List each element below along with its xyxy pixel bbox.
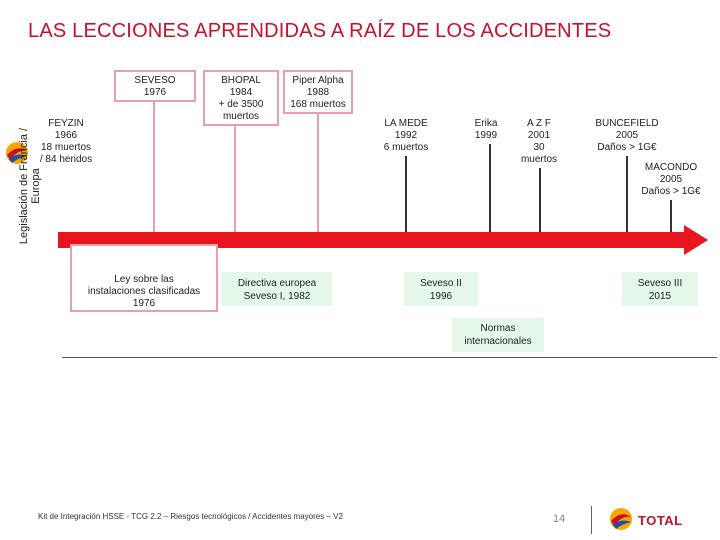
legislation-year: 2015 [648,291,672,302]
accident-name: MACONDO [644,162,698,173]
legislation-title: Directiva europea [237,278,317,289]
accident-name: BUNCEFIELD [595,118,659,129]
legislation-subtitle: internacionales [464,336,532,347]
legislation-directiva [222,272,332,306]
accident-victims-unit: muertos [222,111,260,122]
footer-text: Kit de Integración HSSE - TCG 2.2 – Riesgos tecnológicos / Accidentes mayores – V2 [38,512,343,521]
legislation-title: Seveso II [420,278,462,289]
accident-damage: Daños > 1G€ [597,142,657,153]
accident-year: 1976 [143,87,167,98]
accident-bhopal [203,70,279,126]
legislation-seveso-ii [404,272,478,306]
divider-line [62,357,717,358]
accident-seveso [114,70,196,102]
accident-name: A Z F [527,118,551,129]
legislation-title: Normas [480,323,516,334]
accident-name: LA MEDE [384,118,428,129]
accident-damage: Daños > 1G€ [641,186,701,197]
accident-year: 1999 [474,130,498,141]
legislation-year: Seveso I, 1982 [243,291,311,302]
legislation-title: Seveso III [637,278,683,289]
legislation-year: 1976 [132,298,156,309]
total-logo-icon [608,506,634,532]
piper-connector [317,114,319,242]
accident-name: BHOPAL [221,75,261,86]
accident-victims: 6 muertos [383,142,429,153]
accident-injured: / 84 heridos [39,154,93,165]
accident-victims: 168 muertos [290,99,346,110]
legislation-side-label: Legislación de Francia / Europa [18,127,42,245]
accident-victims: 18 muertos [40,142,92,153]
page-number: 14 [553,513,566,525]
azf-connector [539,168,541,242]
accident-piper-alpha [283,70,353,114]
legislation-seveso-iii [622,272,698,306]
erika-connector [489,144,491,242]
accident-buncefield [590,118,664,154]
accident-year: 1984 [229,87,253,98]
accident-year: 2005 [659,174,683,185]
accident-name: Piper Alpha [292,75,344,86]
buncefield-connector [626,156,628,242]
accident-name: SEVESO [134,75,176,86]
bhopal-connector [234,126,236,242]
page-title: LAS LECCIONES APRENDIDAS A RAÍZ DE LOS ACCIDENTES [28,20,612,42]
la-mede-connector [405,156,407,242]
accident-name: Erika [474,118,498,129]
accident-year: 1966 [54,130,78,141]
legislation-ley [70,244,218,312]
legislation-normas [452,318,544,352]
accident-azf [516,118,562,166]
accident-victims: 30 [533,142,545,153]
accident-name: FEYZIN [48,118,84,129]
legislation-subtitle: instalaciones clasificadas [87,286,201,297]
accident-victims: + de 3500 [218,99,264,110]
timeline-arrow-head [684,225,708,255]
accident-victims-unit: muertos [520,154,558,165]
accident-year: 1988 [306,87,330,98]
accident-macondo [637,162,705,198]
accident-la-mede [368,118,444,154]
total-logo-text: TOTAL [638,513,683,528]
accident-year: 1992 [394,130,418,141]
accident-year: 2005 [615,130,639,141]
seveso-connector [153,102,155,242]
accident-erika [466,118,506,142]
legislation-title: Ley sobre las [114,274,174,285]
legislation-year: 1996 [429,291,453,302]
footer-separator [591,506,592,534]
accident-year: 2001 [527,130,551,141]
